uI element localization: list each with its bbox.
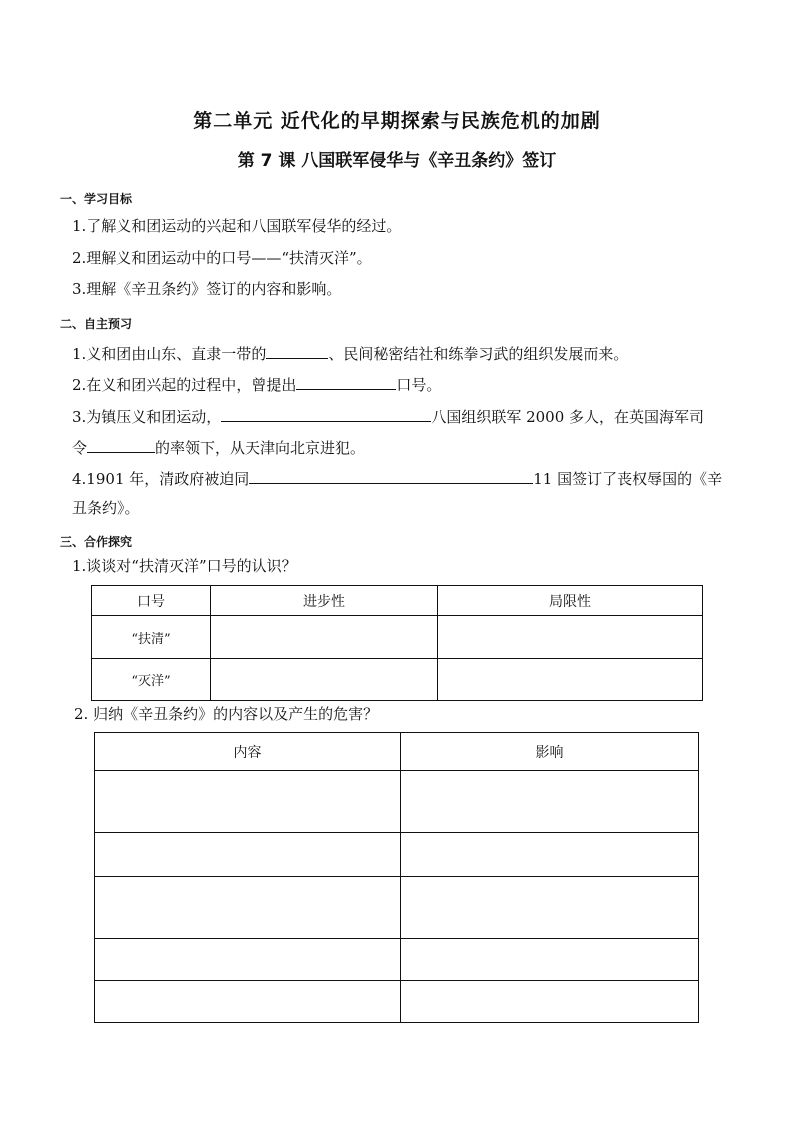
answer-cell[interactable] xyxy=(438,659,703,701)
table-header-content: 内容 xyxy=(95,733,401,771)
treaty-table xyxy=(94,732,699,1023)
section-heading-goals: 一、学习目标 xyxy=(60,192,133,206)
preview-q3-text-b: 八国组织联军 2000 多人，在英国海军司 xyxy=(431,408,705,426)
answer-cell[interactable] xyxy=(401,771,699,833)
answer-cell[interactable] xyxy=(401,877,699,939)
answer-cell[interactable] xyxy=(95,771,401,833)
explore-question-1: 1.谈谈对“扶清灭洋”口号的认识？ xyxy=(72,557,297,575)
goal-item-3: 3.理解《辛丑条约》签订的内容和影响。 xyxy=(72,280,342,298)
section-heading-preview: 二、自主预习 xyxy=(60,317,133,331)
table-header-slogan: 口号 xyxy=(92,586,211,616)
answer-cell[interactable] xyxy=(211,659,438,701)
answer-cell[interactable] xyxy=(211,616,438,659)
unit-title: 第二单元 近代化的早期探索与民族危机的加剧 xyxy=(193,110,601,132)
table-header-impact: 影响 xyxy=(401,733,699,771)
preview-question-2 xyxy=(72,373,441,395)
table-row xyxy=(95,877,699,939)
answer-cell[interactable] xyxy=(438,616,703,659)
table-header-limitation: 局限性 xyxy=(438,586,703,616)
fill-blank-q3-commander[interactable] xyxy=(87,436,155,453)
answer-cell[interactable] xyxy=(95,833,401,877)
preview-question-3-cont xyxy=(72,436,365,458)
preview-question-1 xyxy=(72,342,628,364)
table-row xyxy=(95,981,699,1023)
explore-question-2: 2. 归纳《辛丑条约》的内容以及产生的危害？ xyxy=(74,705,379,723)
answer-cell[interactable] xyxy=(95,981,401,1023)
section-heading-explore: 三、合作探究 xyxy=(60,535,133,549)
preview-q2-text-b: 口号。 xyxy=(396,376,442,394)
answer-cell[interactable] xyxy=(401,833,699,877)
table-row xyxy=(95,771,699,833)
preview-q3-text-c: 令 xyxy=(72,439,88,457)
table-header-progress: 进步性 xyxy=(211,586,438,616)
table-row xyxy=(92,616,703,659)
preview-q2-text-a: 2.在义和团兴起的过程中，曾提出 xyxy=(72,376,297,394)
preview-q3-text-d: 的率领下，从天津向北京进犯。 xyxy=(155,439,366,457)
preview-q1-text-b: 、民间秘密结社和练拳习武的组织发展而来。 xyxy=(328,345,629,363)
fill-blank-q1[interactable] xyxy=(266,342,328,359)
fill-blank-q3-countries[interactable] xyxy=(221,405,431,422)
goal-item-1: 1.了解义和团运动的兴起和八国联军侵华的经过。 xyxy=(72,217,402,235)
slogan-cell-mieyang: “灭洋” xyxy=(92,659,211,701)
preview-question-3 xyxy=(72,405,704,427)
table-row xyxy=(92,659,703,701)
answer-cell[interactable] xyxy=(401,981,699,1023)
answer-cell[interactable] xyxy=(95,877,401,939)
preview-q1-text-a: 1.义和团由山东、直隶一带的 xyxy=(72,345,267,363)
preview-question-4 xyxy=(72,467,722,489)
goal-item-2: 2.理解义和团运动中的口号——“扶清灭洋”。 xyxy=(72,249,372,267)
preview-question-4-cont: 丑条约》。 xyxy=(72,499,140,517)
preview-q4-text-a: 4.1901 年，清政府被迫同 xyxy=(72,470,250,488)
answer-cell[interactable] xyxy=(95,939,401,981)
lesson-title: 第 7 课 八国联军侵华与《辛丑条约》签订 xyxy=(237,151,557,171)
preview-q4-text-b: 11 国签订了丧权辱国的《辛 xyxy=(533,470,723,488)
fill-blank-q2[interactable] xyxy=(296,373,396,390)
slogan-cell-fuqing: “扶清” xyxy=(92,616,211,659)
table-row xyxy=(95,833,699,877)
table-row xyxy=(95,939,699,981)
answer-cell[interactable] xyxy=(401,939,699,981)
slogan-table xyxy=(91,585,703,701)
preview-q3-text-a: 3.为镇压义和团运动， xyxy=(72,408,222,426)
fill-blank-q4[interactable] xyxy=(249,467,533,484)
